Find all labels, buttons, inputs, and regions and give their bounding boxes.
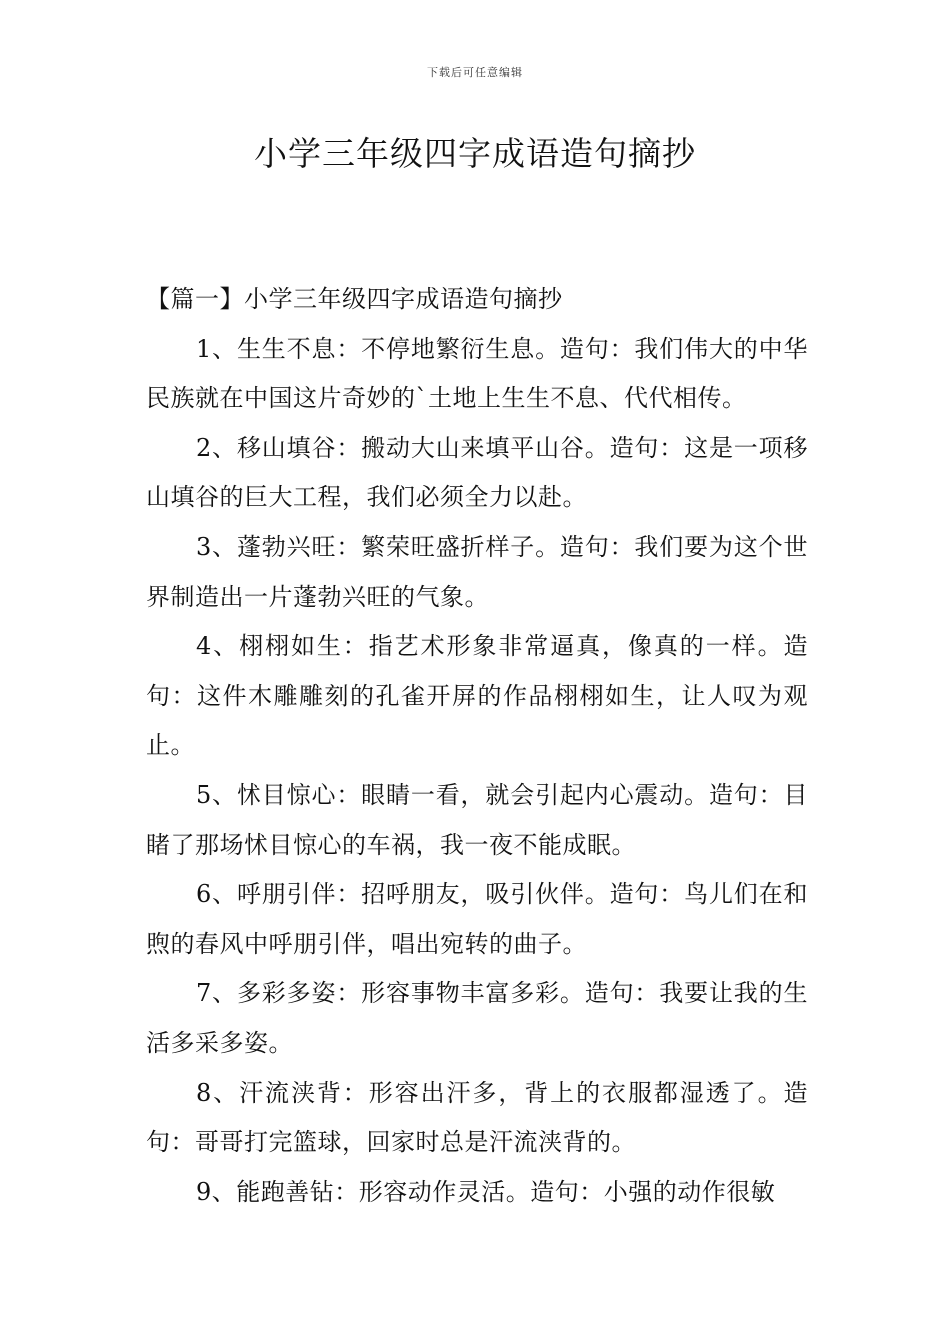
idiom-item-4: 4、栩栩如生：指艺术形象非常逼真，像真的一样。造句：这件木雕雕刻的孔雀开屏的作品栩栩如生，让人叹为观止。 — [146, 632, 808, 760]
document-body — [146, 275, 808, 1217]
section-heading: 【篇一】小学三年级四字成语造句摘抄 — [146, 285, 563, 313]
idiom-item-1: 1、生生不息：不停地繁衍生息。造句：我们伟大的中华民族就在中国这片奇妙的`土地上生生不息、代代相传。 — [146, 334, 808, 413]
document-title: 小学三年级四字成语造句摘抄 — [254, 134, 696, 173]
idiom-item-7: 7、多彩多姿：形容事物丰富多彩。造句：我要让我的生活多采多姿。 — [146, 979, 808, 1057]
idiom-item-2: 2、移山填谷：搬动大山来填平山谷。造句：这是一项移山填谷的巨大工程，我们必须全力以赴。 — [146, 433, 808, 512]
idiom-item-3: 3、蓬勃兴旺：繁荣旺盛折样子。造句：我们要为这个世界制造出一片蓬勃兴旺的气象。 — [146, 532, 808, 611]
idiom-item-8: 8、汗流浃背：形容出汗多，背上的衣服都湿透了。造句：哥哥打完篮球，回家时总是汗流浃背的。 — [146, 1078, 808, 1157]
header-note: 下载后可任意编辑 — [427, 66, 523, 79]
idiom-item-5: 5、怵目惊心：眼睛一看，就会引起内心震动。造句：目睹了那场怵目惊心的车祸，我一夜不能成眠。 — [146, 780, 808, 859]
idiom-item-9: 9、能跑善钻：形容动作灵活。造句：小强的动作很敏 — [196, 1177, 776, 1206]
idiom-item-6: 6、呼朋引伴：招呼朋友，吸引伙伴。造句：鸟儿们在和煦的春风中呼朋引伴，唱出宛转的曲子。 — [146, 880, 808, 958]
